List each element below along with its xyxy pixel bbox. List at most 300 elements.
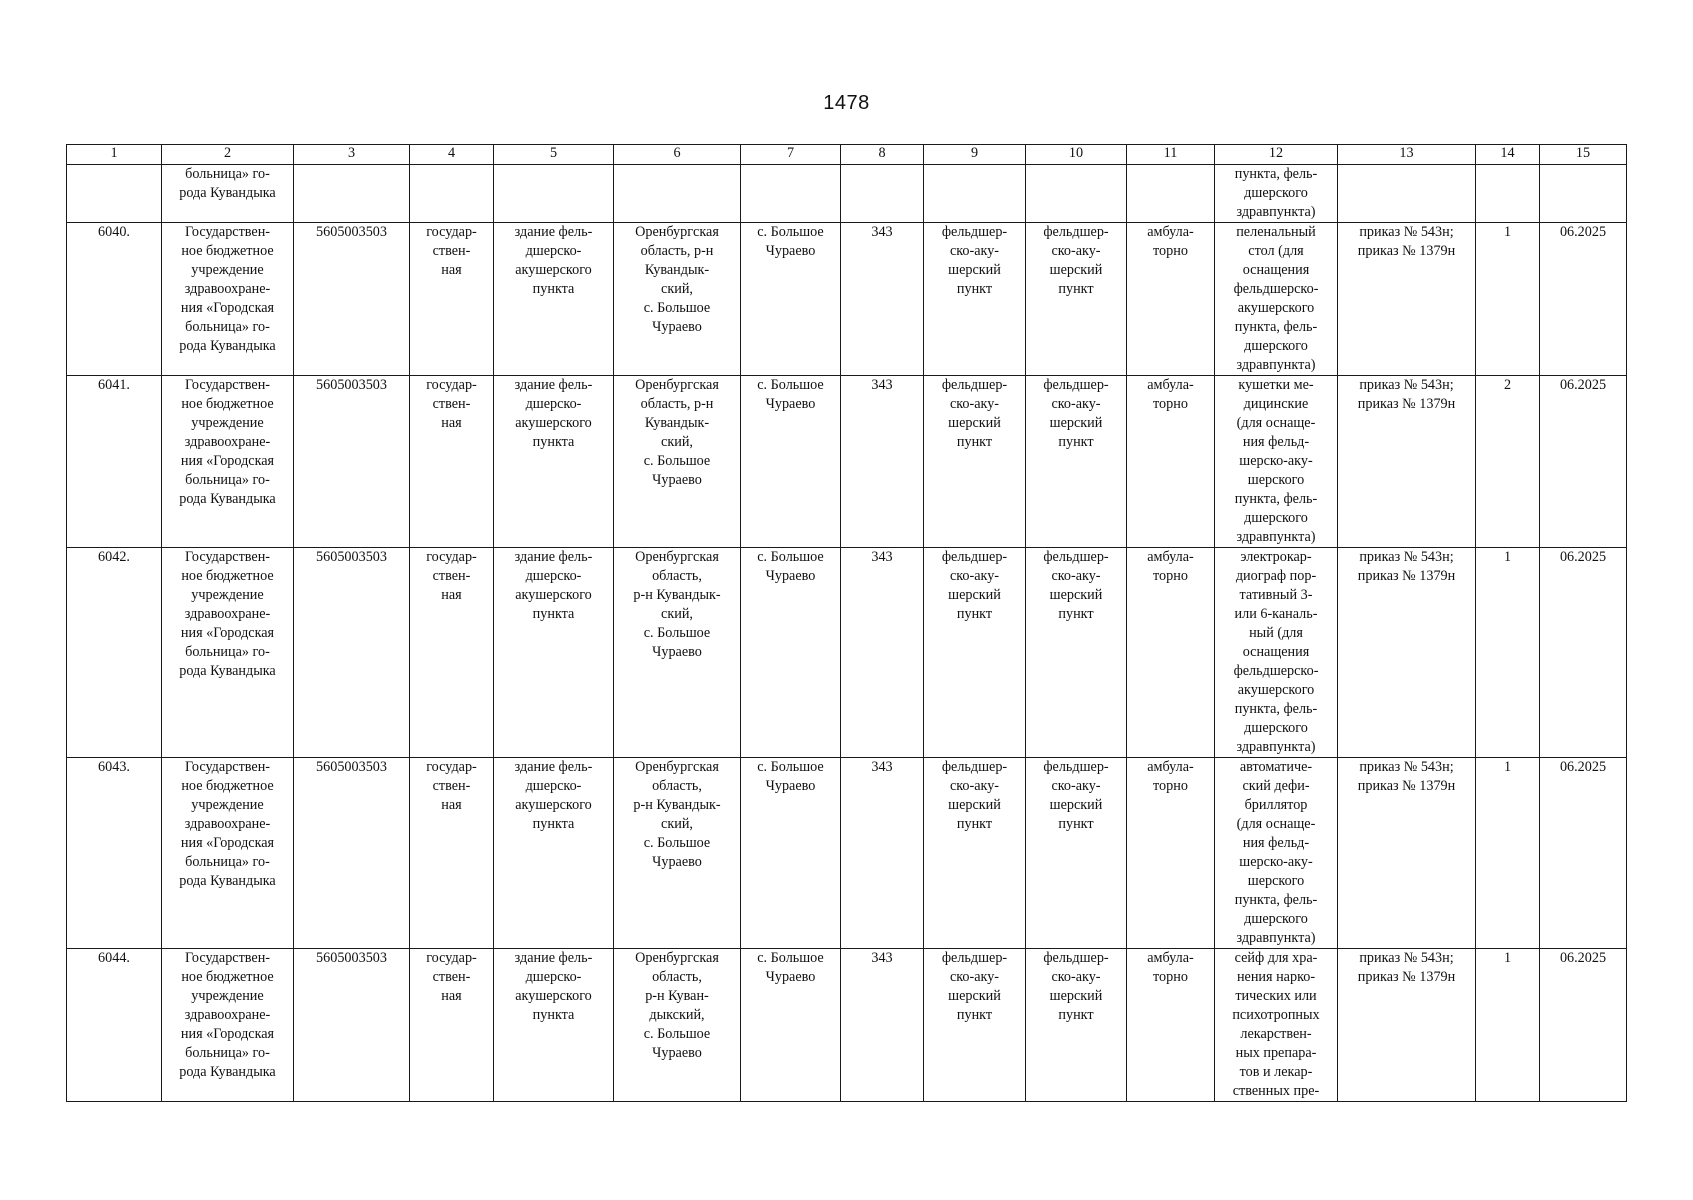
cell-line: пункта [532,816,575,832]
cell-empty [1338,165,1476,223]
cell-line: шерский [948,587,1001,603]
cell-line: здравпункта) [1236,204,1316,220]
cell-line: приказ № 1379н [1357,568,1456,584]
cell-line: здание фель- [514,377,593,393]
cell-line: Чураево [652,472,702,488]
table-row [67,376,1627,548]
cell-line: область, [652,969,702,985]
cell-care-condition [1127,949,1215,1102]
cell-line: здравоохране- [184,1007,271,1023]
column-number: 4 [410,145,494,165]
cell-line: рода Кувандыка [179,873,276,889]
cell-line: ная [441,415,462,431]
cell-orders [1338,223,1476,376]
cell-line: ния фельд- [1242,835,1310,851]
column-number: 8 [841,145,924,165]
cell-line: шерский [1049,797,1103,813]
column-number: 2 [162,145,294,165]
cell-line: бриллятор [1244,797,1308,813]
cell-line: фельдшер- [941,759,1008,775]
cell-unit-name [1026,949,1127,1102]
cell-unit-type [924,548,1026,758]
cell-settlement [741,758,841,949]
cell-organization [162,548,294,758]
cell-line: фельдшер- [1043,549,1109,565]
cell-line: пункта [532,1007,575,1023]
cell-line: тических или [1235,988,1317,1004]
cell-unit-name [1026,223,1127,376]
cell-line: ский, [661,606,693,622]
cell-line: (для оснаще- [1236,816,1316,832]
cell-line: фельдшер- [941,224,1008,240]
cell-quantity: 1 [1476,223,1540,376]
cell-line: ский дефи- [1242,778,1310,794]
cell-line: дшерского [1244,185,1308,201]
cell-line: пункт [956,434,993,450]
cell-code: 343 [841,758,924,949]
cell-quantity: 1 [1476,758,1540,949]
cell-line: пункт [1058,606,1094,622]
cell-inn: 5605003503 [294,376,410,548]
cell-quantity: 1 [1476,949,1540,1102]
cell-line: с. Большое [757,224,824,240]
cell-line: шерский [1049,988,1103,1004]
cell-unit-type [924,758,1026,949]
cell-line: пункт [956,606,993,622]
cell-line: ский, [661,434,693,450]
cell-line: дшерского [1244,510,1308,526]
cell-orders [1338,548,1476,758]
cell-line: приказ № 543н; [1359,224,1454,240]
cell-line: с. Большое [757,759,824,775]
cell-line: приказ № 1379н [1357,243,1456,259]
cell-line: с. Большое [643,625,711,641]
cell-line: пункта [532,434,575,450]
cell-line: торно [1153,396,1188,412]
cell-line: пункта [532,606,575,622]
cell-unit-type [924,223,1026,376]
cell-line: пункт [1058,281,1094,297]
cell-line: дыкский, [649,1007,705,1023]
cell-empty [841,165,924,223]
cell-line: шерского [1247,873,1305,889]
cell-line: Чураево [652,644,702,660]
cell-line: пеленальный [1236,224,1316,240]
cell-organization [162,949,294,1102]
cell-line: здание фель- [514,224,593,240]
cell-line: Государствен- [184,549,271,565]
cell-empty [924,165,1026,223]
cell-line: приказ № 1379н [1357,969,1456,985]
cell-code: 343 [841,376,924,548]
cell-line: Государствен- [184,950,271,966]
cell-organization [162,758,294,949]
cell-line: Чураево [652,319,702,335]
cell-line: сейф для хра- [1234,950,1318,966]
cell-building [494,376,614,548]
cell-line: тов и лекар- [1239,1064,1313,1080]
cell-line: ско-аку- [949,568,1000,584]
cell-line: пункта, фель- [1234,892,1318,908]
cell-row-number: 6043. [67,758,162,949]
cell-line: шерско-аку- [1239,453,1313,469]
cell-line: здравоохране- [184,434,271,450]
cell-line: фельдшер- [1043,224,1109,240]
cell-line: больница» го- [185,854,270,870]
cell-ownership [410,758,494,949]
cell-line: шерский [948,797,1001,813]
cell-unit-type [924,376,1026,548]
cell-equipment [1215,376,1338,548]
cell-line: ско-аку- [949,396,1000,412]
cell-date: 06.2025 [1540,223,1627,376]
cell-code: 343 [841,949,924,1102]
cell-line: пункта, фель- [1234,166,1318,182]
cell-line: с. Большое [643,835,711,851]
cell-line: здравпункта) [1236,739,1316,755]
cell-empty [1540,165,1627,223]
cell-line: больница» го- [185,644,270,660]
cell-line: приказ № 543н; [1359,549,1454,565]
cell-building [494,548,614,758]
cell-line: ния фельд- [1242,434,1310,450]
cell-line: государ- [426,950,477,966]
cell-line: ско-аку- [949,243,1000,259]
cell-line: ния «Городская [180,835,275,851]
cell-line: ственных пре- [1232,1083,1320,1099]
cell-line: Чураево [765,243,816,259]
cell-code: 343 [841,223,924,376]
cell-line: ско-аку- [949,778,1000,794]
column-number: 10 [1026,145,1127,165]
cell-care-condition [1127,376,1215,548]
cell-care-condition [1127,548,1215,758]
cell-address [614,758,741,949]
cell-line: фельдшер- [1043,950,1109,966]
cell-line: пункта, фель- [1234,491,1318,507]
cell-line: дшерско- [525,778,582,794]
cell-line: область, [652,778,702,794]
cell-line: приказ № 543н; [1359,759,1454,775]
cell-line: Чураево [765,396,816,412]
cell-address [614,223,741,376]
cell-organization [162,223,294,376]
cell-line: рода Кувандыка [179,1064,276,1080]
column-number: 6 [614,145,741,165]
cell-line: Оренбургская [635,377,719,393]
cell-row-number: 6042. [67,548,162,758]
cell-line: государ- [426,759,477,775]
cell-line: учреждение [191,262,264,278]
cell-line: ния «Городская [180,453,275,469]
cell-line: Чураево [765,568,816,584]
cell-unit-name [1026,548,1127,758]
cell-line: с. Большое [643,453,711,469]
cell-building [494,223,614,376]
cell-empty [494,165,614,223]
cell-line: учреждение [191,988,264,1004]
cell-line: шерский [1049,587,1103,603]
cell-line: (для оснаще- [1236,415,1316,431]
cell-line: учреждение [191,415,264,431]
cell-line: рода Кувандыка [179,185,276,201]
cell-line: приказ № 543н; [1359,377,1454,393]
cell-line: дицинские [1243,396,1309,412]
cell-orders [1338,376,1476,548]
cell-line: ная [441,262,462,278]
cell-ownership [410,548,494,758]
cell-line: шерский [948,262,1001,278]
cell-address [614,548,741,758]
cell-row-number: 6040. [67,223,162,376]
cell-line: ско-аку- [949,969,1000,985]
cell-date: 06.2025 [1540,376,1627,548]
cell-line: с. Большое [643,1026,711,1042]
cell-line: ная [441,587,462,603]
cell-empty [1026,165,1127,223]
column-number: 11 [1127,145,1215,165]
cell-empty [614,165,741,223]
cell-line: дшерско- [525,243,582,259]
cell-line: область, р-н [640,396,714,412]
cell-line: приказ № 1379н [1357,778,1456,794]
cell-line: с. Большое [757,549,824,565]
cell-line: с. Большое [643,300,711,316]
cell-inn: 5605003503 [294,758,410,949]
cell-line: ствен- [432,243,471,259]
cell-line: пункт [1058,434,1094,450]
cell-empty [410,165,494,223]
cell-line: ния «Городская [180,625,275,641]
cell-line: рода Кувандыка [179,491,276,507]
cell-ownership [410,223,494,376]
cell-line: Чураево [765,969,816,985]
cell-line: Чураево [652,1045,702,1061]
cell-line: Кувандык- [644,415,710,431]
cell-ownership [410,376,494,548]
cell-line: область, р-н [640,243,714,259]
cell-line: Кувандык- [644,262,710,278]
cell-settlement [741,548,841,758]
cell-unit-type [924,949,1026,1102]
cell-line: с. Большое [757,950,824,966]
cell-line: нения нарко- [1236,969,1316,985]
cell-building [494,949,614,1102]
cell-line: больница» го- [185,166,270,182]
cell-line: акушерского [1237,300,1315,316]
cell-line: дшерского [1244,911,1308,927]
cell-settlement [741,949,841,1102]
cell-line: стол (для [1248,243,1304,259]
cell-line: акушерского [515,797,592,813]
cell-line: ско-аку- [1051,969,1101,985]
cell-line: торно [1153,568,1188,584]
cell-line: акушерского [515,988,592,1004]
cell-line: ная [441,797,462,813]
cell-ownership [410,949,494,1102]
cell-empty [294,165,410,223]
cell-line: здравоохране- [184,816,271,832]
cell-orders [1338,758,1476,949]
cell-line: ский, [661,281,693,297]
cell-code: 343 [841,548,924,758]
cell-empty [741,165,841,223]
table-row [67,949,1627,1102]
cell-line: лекарствен- [1240,1026,1312,1042]
cell-line: амбула- [1147,377,1194,393]
cell-line: ский, [661,816,693,832]
cell-line: ско-аку- [1051,396,1101,412]
cell-line: здравоохране- [184,606,271,622]
cell-line: ное бюджетное [181,568,274,584]
cell-line: пункт [956,281,993,297]
cell-line: р-н Кувандык- [633,587,721,603]
cell-date: 06.2025 [1540,949,1627,1102]
cell-empty [1127,165,1215,223]
cell-care-condition [1127,223,1215,376]
cell-empty [67,165,162,223]
cell-line: ный (для [1249,625,1303,641]
page-number: 1478 [823,92,870,114]
cell-line: дшерско- [525,396,582,412]
cell-equipment [1215,548,1338,758]
cell-line: фельдшер- [1043,759,1109,775]
cell-line: электрокар- [1240,549,1312,565]
cell-line: здание фель- [514,950,593,966]
cell-inn: 5605003503 [294,548,410,758]
cell-line: фельдшерско- [1233,663,1319,679]
cell-line: больница» го- [185,319,270,335]
cell-care-condition [1127,758,1215,949]
cell-line: ных препара- [1235,1045,1317,1061]
cell-line: пункт [1058,1007,1094,1023]
cell-line: здравпункта) [1236,529,1316,545]
cell-line: амбула- [1147,759,1194,775]
cell-line: рода Кувандыка [179,663,276,679]
cell-org-continuation [162,165,294,223]
cell-line: здравпункта) [1236,357,1316,373]
cell-line: ствен- [432,568,471,584]
cell-line: амбула- [1147,950,1194,966]
cell-line: шерский [1049,262,1103,278]
cell-line: акушерского [1237,682,1315,698]
column-number: 12 [1215,145,1338,165]
cell-line: торно [1153,969,1188,985]
cell-line: Оренбургская [635,759,719,775]
column-number: 15 [1540,145,1627,165]
cell-line: приказ № 1379н [1357,396,1456,412]
cell-line: шерско-аку- [1239,854,1313,870]
cell-line: торно [1153,778,1188,794]
cell-line: Оренбургская [635,224,719,240]
cell-line: ско-аку- [1051,568,1101,584]
cell-line: ско-аку- [1051,243,1101,259]
table-row [67,223,1627,376]
cell-equipment-continuation [1215,165,1338,223]
cell-row-number: 6041. [67,376,162,548]
cell-organization [162,376,294,548]
cell-line: приказ № 543н; [1359,950,1454,966]
cell-unit-name [1026,376,1127,548]
column-number: 3 [294,145,410,165]
cell-line: ствен- [432,969,471,985]
cell-equipment [1215,223,1338,376]
cell-line: фельдшер- [941,549,1008,565]
cell-line: фельдшер- [941,950,1008,966]
cell-quantity: 1 [1476,548,1540,758]
column-number: 9 [924,145,1026,165]
cell-equipment [1215,949,1338,1102]
cell-line: больница» го- [185,472,270,488]
cell-line: оснащения [1242,644,1310,660]
cell-line: р-н Куван- [645,988,709,1004]
column-number: 7 [741,145,841,165]
cell-inn: 5605003503 [294,949,410,1102]
registry-table [66,144,1627,1102]
cell-line: Государствен- [184,759,271,775]
cell-line: государ- [426,549,477,565]
cell-empty [1476,165,1540,223]
cell-line: Оренбургская [635,950,719,966]
cell-line: ное бюджетное [181,778,274,794]
cell-line: акушерского [515,415,592,431]
cell-line: область, [652,568,702,584]
table-row [67,548,1627,758]
cell-quantity: 2 [1476,376,1540,548]
cell-line: торно [1153,243,1188,259]
cell-line: ная [441,988,462,1004]
cell-line: Чураево [652,854,702,870]
cell-line: ния «Городская [180,300,275,316]
cell-line: пункта, фель- [1234,701,1318,717]
cell-line: ния «Городская [180,1026,275,1042]
cell-address [614,376,741,548]
cell-line: психотропных [1232,1007,1320,1023]
cell-line: акушерского [515,587,592,603]
cell-equipment [1215,758,1338,949]
cell-line: ствен- [432,778,471,794]
cell-line: ное бюджетное [181,969,274,985]
cell-line: дшерского [1244,720,1308,736]
cell-line: учреждение [191,797,264,813]
cell-building [494,758,614,949]
cell-line: государ- [426,377,477,393]
cell-row-number: 6044. [67,949,162,1102]
cell-line: шерский [1049,415,1103,431]
cell-address [614,949,741,1102]
cell-unit-name [1026,758,1127,949]
cell-line: ное бюджетное [181,243,274,259]
cell-line: шерского [1247,472,1305,488]
cell-line: дшерско- [525,969,582,985]
cell-line: Чураево [765,778,816,794]
cell-inn: 5605003503 [294,223,410,376]
cell-orders [1338,949,1476,1102]
cell-line: ско-аку- [1051,778,1101,794]
cell-line: пункт [1058,816,1094,832]
cell-line: амбула- [1147,224,1194,240]
cell-line: Государствен- [184,377,271,393]
table-row [67,758,1627,949]
cell-line: р-н Кувандык- [633,797,721,813]
cell-date: 06.2025 [1540,758,1627,949]
cell-line: государ- [426,224,477,240]
cell-line: или 6-каналь- [1234,606,1318,622]
cell-line: автоматиче- [1239,759,1313,775]
cell-line: шерский [948,415,1001,431]
column-number: 1 [67,145,162,165]
cell-date: 06.2025 [1540,548,1627,758]
